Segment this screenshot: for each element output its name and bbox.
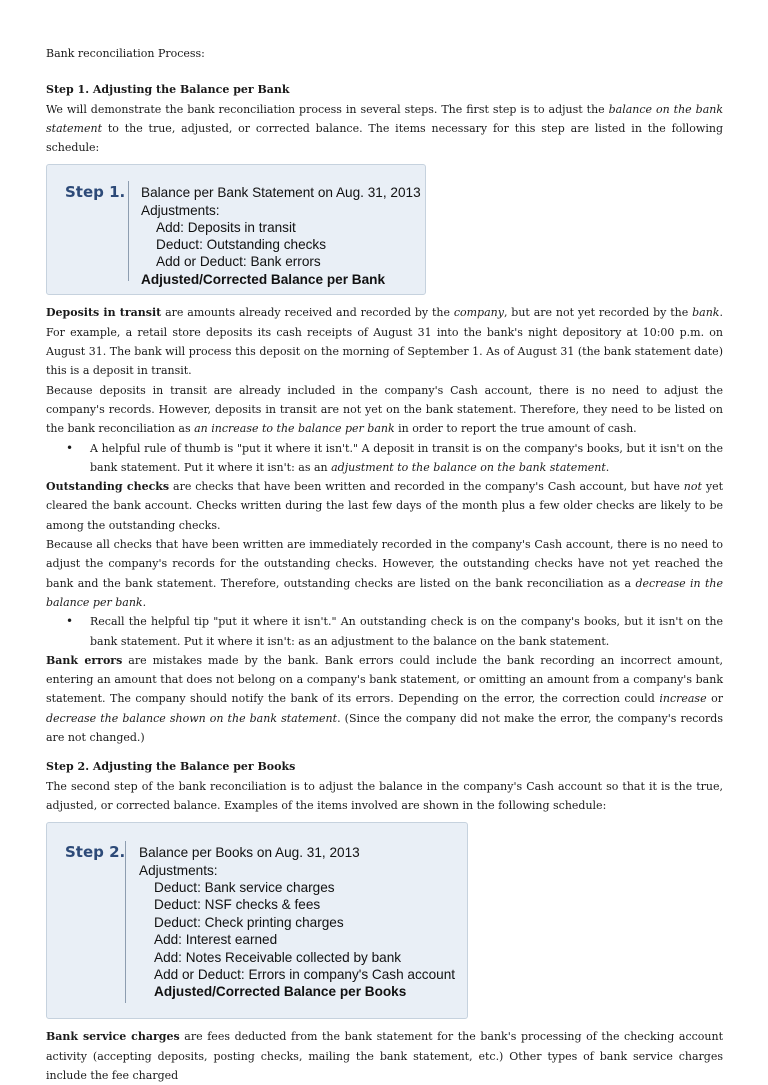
schedule-line: Balance per Bank Statement on Aug. 31, 2013 (141, 185, 421, 201)
bullet-item: • A helpful rule of thumb is "put it where it isn't." A deposit in transit is on the company's books, but it isn't on the bank statement. Put it where it isn't: as an adjustment to the balance on the bank statement. (90, 439, 723, 478)
schedule-total-line: Adjusted/Corrected Balance per Bank (141, 271, 386, 287)
step1-heading: Step 1. Adjusting the Balance per Bank (46, 83, 290, 97)
bank-errors-paragraph: Bank errors are mistakes made by the bank. Bank errors could include the bank recording an incorrect amount, entering an amount that does not belong on a company's bank statement, or omitting an amount from a company's bank statement. The company should notify the bank of its errors. Depending on the error, the correction could increase or decrease the balance shown on the bank statement. (Since the company did not make the error, the company's records are not changed.) (46, 653, 723, 745)
bullet-item: • Recall the helpful tip "put it where it isn't." An outstanding check is on the company's books, but it isn't on the bank statement. Put it where it isn't: as an adjustment to the balance on the bank statement. (90, 612, 723, 651)
bank-service-charges-paragraph: Bank service charges are fees deducted from the bank statement for the bank's processing of the checking account activity (accepting deposits, posting checks, mailing the bank statement, etc.) Other types of bank service charges include the fee charged (46, 1030, 723, 1082)
deposits-in-transit-paragraph-2: Because deposits in transit are already included in the company's Cash account, there is no need to adjust the company's records. However, deposits in transit are not yet on the bank statement. Therefore, they need to be listed on the bank reconciliation as an increase to the balance per bank in order to report the true amount of cash. (46, 383, 723, 436)
deposits-in-transit-paragraph: Deposits in transit are amounts already received and recorded by the company, but are not yet recorded by the bank. For example, a retail store deposits its cash receipts of August 31 into the bank's night depository at 10:00 p.m. on August 31. The bank will process this deposit on the morning of September 1. As of August 31 (the bank statement date) this is a deposit in transit. (46, 306, 723, 378)
schedule-line: Adjustments: (141, 202, 220, 218)
step1-intro: We will demonstrate the bank reconciliation process in several steps. The first step is to adjust the balance on the bank statement to the true, adjusted, or corrected balance. The items necessary for this step are listed in the following schedule: (46, 102, 723, 155)
document-page (46, 44, 723, 1085)
step1-schedule-figure (46, 164, 426, 295)
schedule-divider (125, 841, 126, 1003)
step2-heading: Step 2. Adjusting the Balance per Books (46, 760, 296, 774)
schedule-line: Add or Deduct: Bank errors (156, 254, 321, 270)
outstanding-checks-paragraph-2: Because all checks that have been written are immediately recorded in the company's Cash account, there is no need to adjust the company's records for the outstanding checks. However, the outstanding checks have not yet reached the bank and the bank statement. Therefore, outstanding checks are listed on the bank reconciliation as a decrease in the balance per bank. (46, 538, 724, 609)
schedule-line: Balance per Books on Aug. 31, 2013 (139, 845, 360, 861)
schedule-line: Deduct: Outstanding checks (156, 237, 327, 253)
step2-intro: The second step of the bank reconciliation is to adjust the balance in the company's Cash account so that it is the true, adjusted, or corrected balance. Examples of the items involved are shown in the following schedule: (46, 779, 723, 812)
bullet-list (46, 612, 723, 651)
schedule-divider (128, 181, 129, 281)
step2-schedule-figure (46, 822, 468, 1019)
schedule-line: Add: Interest earned (154, 932, 278, 948)
schedule-lines (139, 844, 455, 1001)
bullet-list (46, 439, 723, 478)
schedule-total-line: Adjusted/Corrected Balance per Books (154, 984, 407, 1000)
schedule-step-label: Step 2. (65, 843, 126, 862)
schedule-line: Deduct: NSF checks & fees (154, 897, 321, 913)
schedule-lines (141, 184, 421, 287)
schedule-line: Add or Deduct: Errors in company's Cash account (154, 967, 456, 983)
schedule-line: Add: Notes Receivable collected by bank (154, 949, 402, 965)
document-title: Bank reconciliation Process: (46, 47, 205, 60)
schedule-step-label: Step 1. (65, 183, 126, 202)
schedule-line: Deduct: Bank service charges (154, 880, 335, 896)
schedule-line: Add: Deposits in transit (156, 219, 296, 235)
schedule-line: Adjustments: (139, 862, 218, 878)
schedule-line: Deduct: Check printing charges (154, 914, 344, 930)
outstanding-checks-paragraph: Outstanding checks are checks that have been written and recorded in the company's Cash account, but have not yet cleared the bank account. Checks written during the last few days of the month plus a few older checks are likely to be among the outstanding checks. (46, 480, 723, 532)
